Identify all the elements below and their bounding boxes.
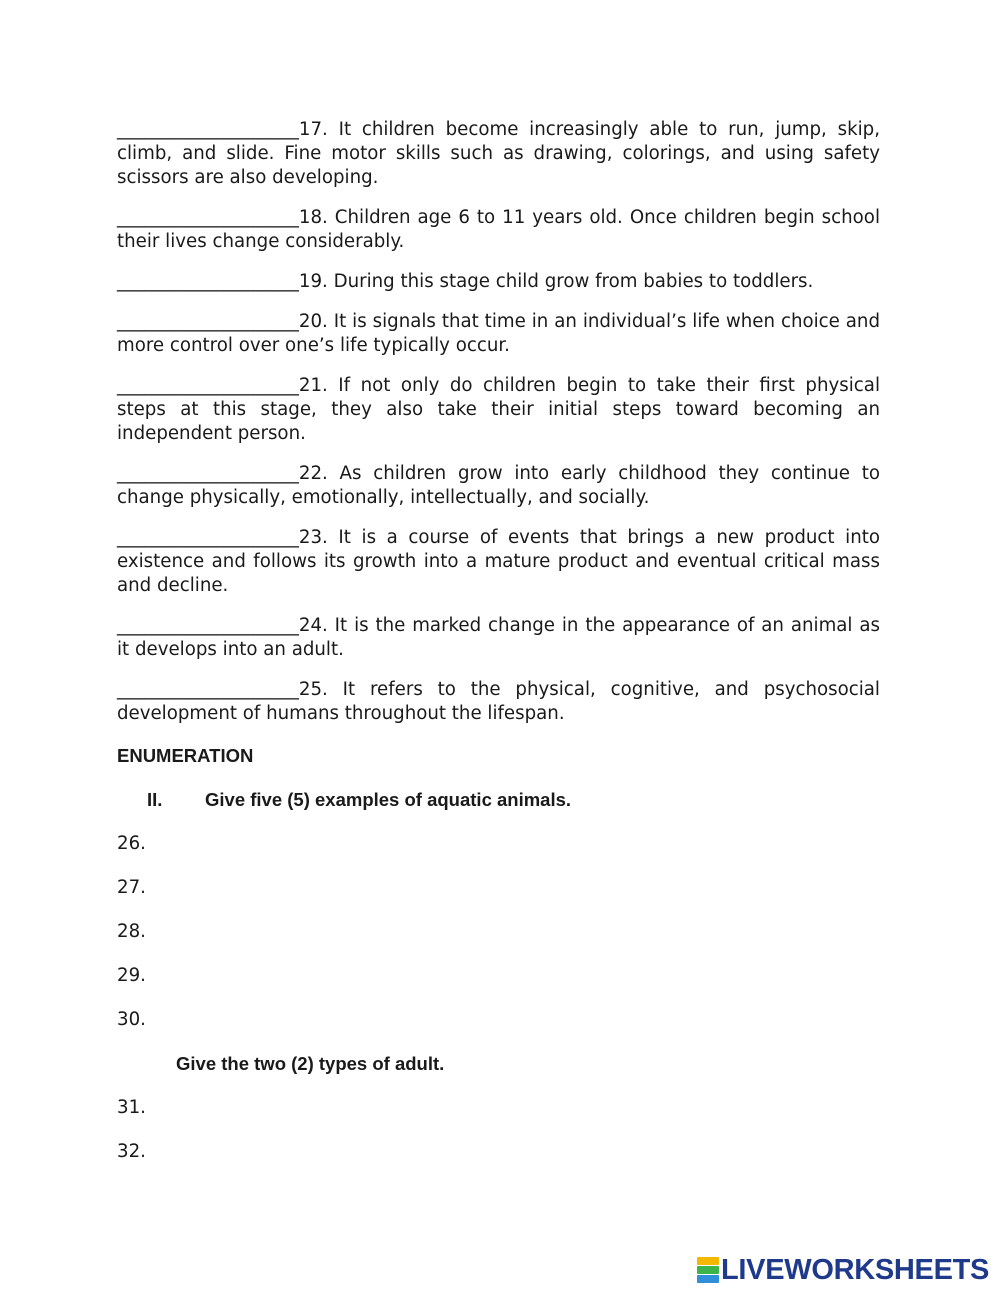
answer-blank[interactable]: ____________________ — [117, 679, 299, 700]
answer-line-32[interactable]: 32. — [117, 1141, 146, 1162]
liveworksheets-logo — [697, 1254, 989, 1286]
question-23 — [117, 526, 880, 598]
logo-text: LIVEWORKSHEETS — [721, 1253, 990, 1286]
answer-blank[interactable]: ____________________ — [117, 527, 299, 548]
question-text: 20. It is signals that time in an individual’s life when choice and more control over one’s life typically occur. — [117, 311, 880, 356]
question-20 — [117, 310, 880, 358]
question-text: 23. It is a course of events that brings a new product into existence and follows its growth into a mature product and eventual critical mass and decline. — [117, 527, 880, 596]
answer-blank[interactable]: ____________________ — [117, 463, 299, 484]
answer-blank[interactable]: ____________________ — [117, 119, 299, 140]
answer-blank[interactable]: ____________________ — [117, 311, 299, 332]
question-text: 25. It refers to the physical, cognitive, and psychosocial development of humans throughout the lifespan. — [117, 679, 880, 724]
part-numeral: II. — [147, 789, 163, 810]
enumeration-heading: ENUMERATION — [117, 745, 254, 766]
answer-line-29[interactable]: 29. — [117, 965, 146, 986]
adult-types-instruction: Give the two (2) types of adult. — [176, 1053, 445, 1074]
question-25 — [117, 678, 880, 726]
question-21 — [117, 374, 880, 446]
question-19 — [117, 270, 880, 294]
question-text: 22. As children grow into early childhood they continue to change physically, emotionally, intellectually, and socially. — [117, 463, 880, 508]
question-text: 24. It is the marked change in the appearance of an animal as it develops into an adult. — [117, 615, 880, 660]
answer-blank[interactable]: ____________________ — [117, 615, 299, 636]
worksheet-page — [117, 118, 880, 1164]
answer-blank[interactable]: ____________________ — [117, 375, 299, 396]
question-22 — [117, 462, 880, 510]
answer-line-26[interactable]: 26. — [117, 833, 146, 854]
answer-blank[interactable]: ____________________ — [117, 271, 299, 292]
question-18 — [117, 206, 880, 254]
part-two-heading — [117, 788, 880, 812]
answer-line-31[interactable]: 31. — [117, 1097, 146, 1118]
answer-line-28[interactable]: 28. — [117, 921, 146, 942]
question-text: 19. During this stage child grow from babies to toddlers. — [298, 271, 814, 292]
answer-blank[interactable]: ____________________ — [117, 207, 299, 228]
question-24 — [117, 614, 880, 662]
liveworksheets-icon — [697, 1257, 719, 1283]
answer-line-27[interactable]: 27. — [117, 877, 146, 898]
question-text: 18. Children age 6 to 11 years old. Once children begin school their lives change considerably. — [117, 207, 880, 252]
part-instruction: Give five (5) examples of aquatic animals. — [205, 789, 572, 810]
logo-block-yellow — [697, 1257, 719, 1265]
answer-line-30[interactable]: 30. — [117, 1009, 146, 1030]
question-17 — [117, 118, 880, 190]
logo-block-green — [697, 1266, 719, 1274]
question-text: 21. If not only do children begin to take their first physical steps at this stage, they also take their initial steps toward becoming an independent person. — [117, 375, 880, 444]
logo-block-blue — [697, 1275, 719, 1283]
question-text: 17. It children become increasingly able to run, jump, skip, climb, and slide. Fine motor skills such as drawing, colorings, and using safety scissors are also developing. — [117, 119, 880, 188]
